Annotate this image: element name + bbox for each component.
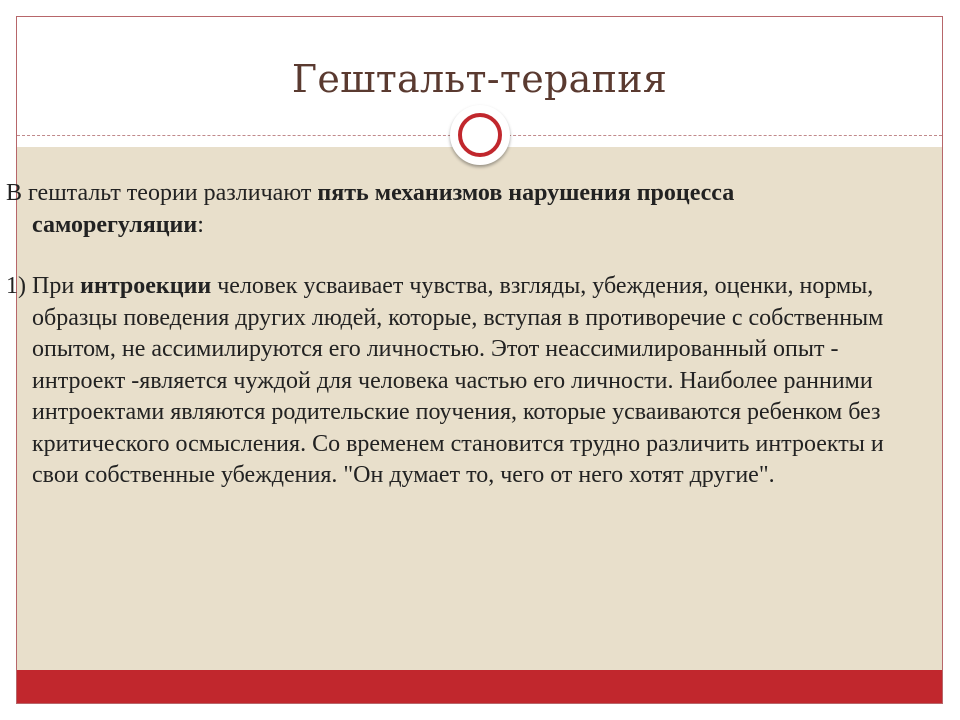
body-text [6,178,906,492]
item-1-term: интроекции [80,273,212,299]
item-1-prefix: 1) При [6,273,81,299]
item-1-paragraph [6,271,906,492]
intro-prefix: В гештальт теории различают [6,180,318,206]
ring-inner [458,113,502,157]
footer-bar [17,670,942,703]
ring-icon [450,105,510,165]
intro-emphasis: пять механизмов нарушения процесса саморегуляции [32,180,735,238]
intro-paragraph [6,178,906,241]
item-1-text: человек усваивает чувства, взгляды, убеждения, оценки, нормы, образцы поведения других людей, которые, вступая в противоречие с собственным опытом, не ассимилируются его личностью. Этот неассимилированный опыт - интроект -является чуждой для человека частью его личности. Наиболее ранними интроектами являются родительские поучения, которые усваиваются ребенком без критического осмысления. Со временем становится трудно различить интроекты и свои собственные убеждения. "Он думает то, чего от него хотят другие". [32,273,884,488]
slide-title: Гештальт-терапия [291,57,668,101]
intro-suffix: : [197,211,204,238]
